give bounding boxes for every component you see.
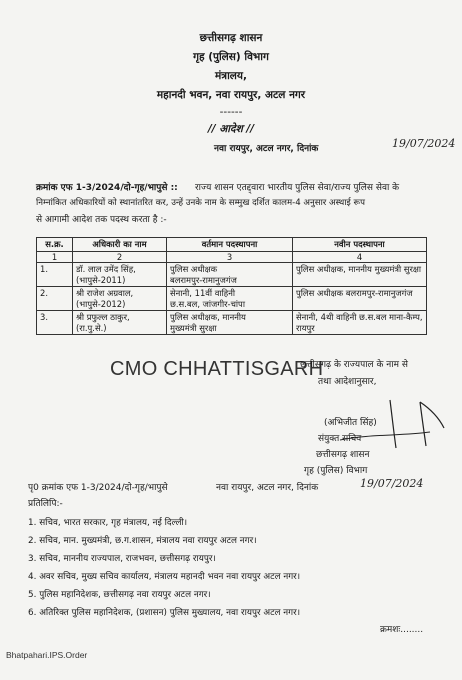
- current-posting-line2: मुख्यमंत्री सुरक्षा: [170, 322, 217, 333]
- file-name-footer: Bhatpahari.IPS.Order: [6, 650, 88, 660]
- order-body-line3: से आगामी आदेश तक पदस्थ करता है :-: [36, 215, 167, 225]
- officer-name: [73, 263, 167, 287]
- table-row: [37, 311, 427, 335]
- col-number: 4: [293, 251, 427, 263]
- department-name: गृह (पुलिस) विभाग: [193, 51, 269, 63]
- new-posting-line1: पुलिस अधीक्षक, माननीय मुख्यमंत्री सुरक्षा: [296, 264, 422, 274]
- govt-name: छत्तीसगढ़ शासन: [199, 32, 263, 44]
- signatory-designation: संयुक्त सचिव: [318, 434, 362, 444]
- current-posting-line1: पुलिस अधीक्षक, माननीय: [170, 312, 246, 322]
- current-posting-line2: छ.स.बल, जांजगीर-चांपा: [170, 298, 245, 309]
- address-line: महानदी भवन, नवा रायपुर, अटल नगर: [156, 89, 306, 101]
- copy-recipient: 4. अवर सचिव, मुख्य सचिव कार्यालय, मंत्रालय महानदी भवन नवा रायपुर अटल नगर।: [28, 572, 301, 582]
- order-body-line1: राज्य शासन एतद्द्वारा भारतीय पुलिस सेवा/राज्य पुलिस सेवा के: [195, 183, 400, 193]
- table-number-row: [37, 251, 427, 263]
- current-posting-line1: पुलिस अधीक्षक: [170, 264, 218, 274]
- watermark-text: CMO CHHATTISGARH: [110, 358, 324, 380]
- transfer-table: [36, 237, 427, 335]
- col-header-name: अधिकारी का नाम: [73, 238, 167, 252]
- col-header-sn: स.क्र.: [37, 238, 73, 252]
- col-number: 1: [37, 251, 73, 263]
- copy-to-label: प्रतिलिपि:-: [28, 499, 63, 509]
- new-posting: [293, 263, 427, 287]
- current-posting: [167, 263, 293, 287]
- dateline-place: नवा रायपुर, अटल नगर, दिनांक: [214, 144, 319, 154]
- signatory-government: छत्तीसगढ़ शासन: [316, 450, 370, 460]
- officer-name-line1: श्री प्रफुल्ल ठाकुर,: [76, 312, 130, 322]
- new-posting: [293, 287, 427, 311]
- endorsement-reference: पृ0 क्रमांक एफ 1-3/2024/दो-गृह/भापुसे: [28, 483, 168, 493]
- signatory-name: (अभिजीत सिंह): [324, 418, 377, 428]
- table-header-row: [37, 238, 427, 252]
- col-header-new: नवीन पदस्थापना: [293, 238, 427, 252]
- signatory-department: गृह (पुलिस) विभाग: [304, 466, 368, 476]
- copy-recipient: 6. अतिरिक्त पुलिस महानिदेशक, (प्रशासन) पुलिस मुख्यालय, नवा रायपुर अटल नगर।: [28, 608, 301, 618]
- current-posting: [167, 287, 293, 311]
- row-sn: 3.: [37, 311, 73, 335]
- officer-service: (रा.पु.से.): [76, 322, 107, 333]
- col-header-current: वर्तमान पदस्थापना: [167, 238, 293, 252]
- signature-line2: तथा आदेशानुसार,: [318, 377, 377, 387]
- copy-recipient: 5. पुलिस महानिदेशक, छत्तीसगढ़ नवा रायपुर अटल नगर।: [28, 590, 211, 600]
- order-title: // आदेश //: [207, 123, 255, 135]
- copy-recipient: 1. सचिव, भारत सरकार, गृह मंत्रालय, नई दिल्ली।: [28, 518, 188, 528]
- copy-recipient: 3. सचिव, माननीय राज्यपाल, राजभवन, छत्तीसगढ़ रायपुर।: [28, 554, 216, 564]
- new-posting-line2: रायपुर: [296, 322, 315, 333]
- dateline-date: 19/07/2024: [392, 137, 456, 150]
- officer-name: [73, 287, 167, 311]
- ministry-label: मंत्रालय,: [215, 70, 247, 82]
- col-number: 3: [167, 251, 293, 263]
- officer-service: (भापुसे-2012): [76, 298, 126, 309]
- header-dashes: ------: [219, 106, 243, 118]
- order-body-line2: निम्नांकित अधिकारियों को स्थानांतरित कर, उन्हें उनके नाम के सम्मुख दर्शित कालम-4 अनुसार अस्थाई रूप: [36, 198, 366, 208]
- new-posting-line1: सेनानी, 4थी वाहिनी छ.स.बल माना-कैम्प,: [296, 312, 423, 322]
- copy-recipient: 2. सचिव, मान. मुख्यमंत्री, छ.ग.शासन, मंत्रालय नवा रायपुर अटल नगर।: [28, 536, 257, 546]
- endorsement-date: 19/07/2024: [360, 477, 424, 490]
- endorsement-place: नवा रायपुर, अटल नगर, दिनांक: [216, 483, 319, 493]
- row-sn: 1.: [37, 263, 73, 287]
- current-posting-line1: सेनानी, 11वीं वाहिनी: [170, 288, 236, 298]
- current-posting-line2: बलरामपुर-रामानुजगंज: [170, 274, 237, 285]
- signature-line1: छत्तीसगढ़ के राज्यपाल के नाम से: [300, 360, 408, 370]
- new-posting-line1: पुलिस अधीक्षक बलरामपुर-रामानुजगंज: [296, 288, 413, 298]
- table-row: [37, 287, 427, 311]
- officer-name-line1: श्री राजेश अग्रवाल,: [76, 288, 134, 298]
- officer-name: [73, 311, 167, 335]
- table-row: [37, 263, 427, 287]
- row-sn: 2.: [37, 287, 73, 311]
- order-reference: क्रमांक एफ 1-3/2024/दो-गृह/भापुसे ::: [36, 183, 178, 193]
- officer-name-line1: डॉ. लाल उमेंद सिंह,: [76, 264, 136, 274]
- col-number: 2: [73, 251, 167, 263]
- current-posting: [167, 311, 293, 335]
- continued-marker: क्रमशः........: [380, 625, 424, 635]
- new-posting: [293, 311, 427, 335]
- officer-service: (भापुसे-2011): [76, 274, 126, 285]
